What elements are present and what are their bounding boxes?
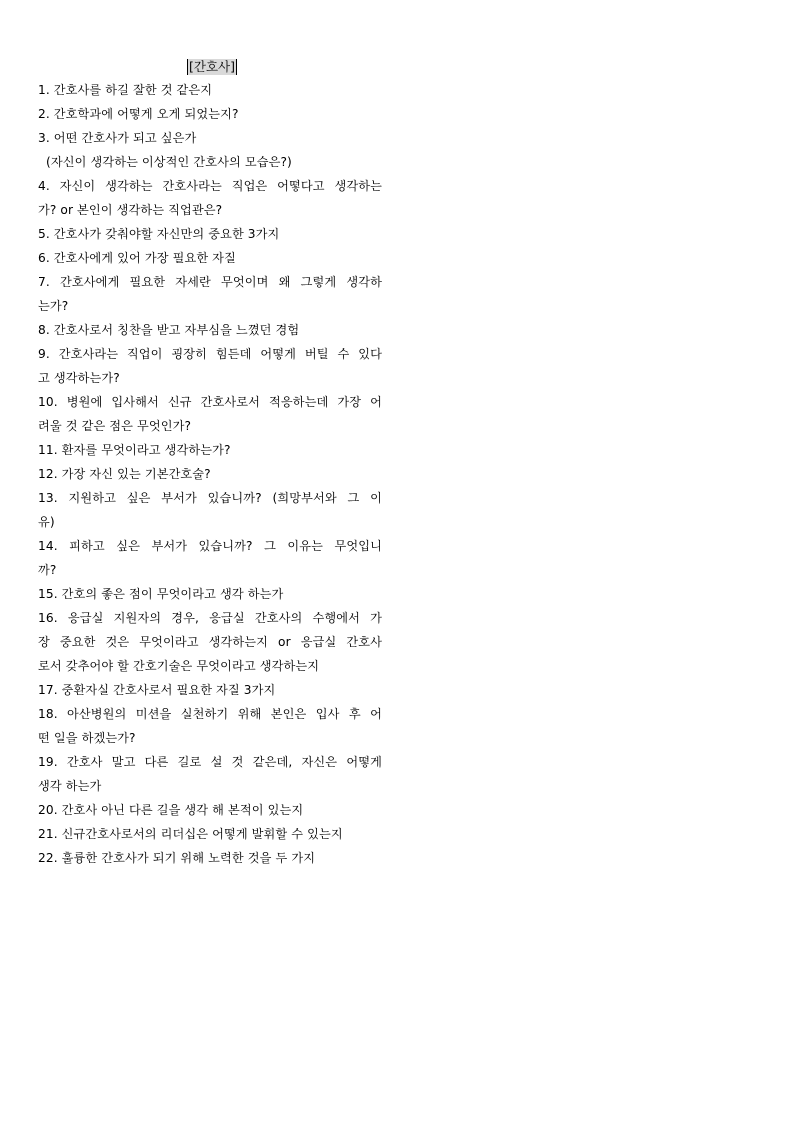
question-line: 7. 간호사에게 필요한 자세란 무엇이며 왜 그렇게 생각하 [38, 275, 382, 289]
question-item [38, 678, 382, 702]
question-item [38, 750, 382, 798]
question-item [38, 702, 382, 750]
question-item [38, 246, 382, 270]
question-line: 4. 자신이 생각하는 간호사라는 직업은 어떻다고 생각하는 [38, 179, 382, 193]
question-line: 14. 피하고 싶은 부서가 있습니까? 그 이유는 무엇입니 [38, 539, 382, 553]
question-item [38, 174, 382, 222]
question-line: 려울 것 같은 점은 무엇인가? [38, 419, 192, 433]
question-line: 12. 가장 자신 있는 기본간호술? [38, 467, 211, 481]
question-item [38, 126, 382, 150]
question-item [38, 438, 382, 462]
question-line: 21. 신규간호사로서의 리더십은 어떻게 발휘할 수 있는지 [38, 827, 343, 841]
question-line: 22. 훌륭한 간호사가 되기 위해 노력한 것을 두 가지 [38, 851, 316, 865]
question-line: 15. 간호의 좋은 점이 무엇이라고 생각 하는가 [38, 587, 284, 601]
question-line: 유) [38, 515, 55, 529]
question-line: 장 중요한 것은 무엇이라고 생각하는지 or 응급실 간호사 [38, 635, 382, 649]
question-item [38, 222, 382, 246]
question-line: 17. 중환자실 간호사로서 필요한 자질 3가지 [38, 683, 276, 697]
question-item [38, 462, 382, 486]
title-row [38, 54, 382, 78]
question-item [38, 342, 382, 390]
question-item [38, 486, 382, 534]
question-line: 5. 간호사가 갖춰야할 자신만의 중요한 3가지 [38, 227, 280, 241]
question-item [38, 318, 382, 342]
question-item [38, 606, 382, 678]
question-line: 로서 갖추어야 할 간호기술은 무엇이라고 생각하는지 [38, 659, 320, 673]
question-line: 생각 하는가 [38, 779, 102, 793]
question-line: 까? [38, 563, 57, 577]
document-body [38, 54, 382, 870]
question-line: (자신이 생각하는 이상적인 간호사의 모습은?) [46, 155, 292, 169]
question-line: 6. 간호사에게 있어 가장 필요한 자질 [38, 251, 236, 265]
question-item [38, 846, 382, 870]
question-line: 16. 응급실 지원자의 경우, 응급실 간호사의 수행에서 가 [38, 611, 382, 625]
question-line: 18. 아산병원의 미션을 실천하기 위해 본인은 입사 후 어 [38, 707, 382, 721]
question-line: 가? or 본인이 생각하는 직업관은? [38, 203, 223, 217]
question-line: 9. 간호사라는 직업이 굉장히 힘든데 어떻게 버틸 수 있다 [38, 347, 382, 361]
question-line: 13. 지원하고 싶은 부서가 있습니까? (희망부서와 그 이 [38, 491, 382, 505]
question-line: 11. 환자를 무엇이라고 생각하는가? [38, 443, 231, 457]
question-list [38, 78, 382, 870]
document-title: [간호사] [189, 59, 235, 74]
question-item [38, 822, 382, 846]
question-line: 3. 어떤 간호사가 되고 싶은가 [38, 131, 197, 145]
question-item [38, 270, 382, 318]
question-item [38, 798, 382, 822]
question-line: 20. 간호사 아닌 다른 길을 생각 해 본적이 있는지 [38, 803, 304, 817]
question-line: 19. 간호사 말고 다른 길로 설 것 같은데, 자신은 어떻게 [38, 755, 382, 769]
question-line: 1. 간호사를 하길 잘한 것 같은지 [38, 83, 213, 97]
question-line: 10. 병원에 입사해서 신규 간호사로서 적응하는데 가장 어 [38, 395, 382, 409]
question-item [38, 390, 382, 438]
question-line: 떤 일을 하겠는가? [38, 731, 136, 745]
question-item [38, 78, 382, 102]
question-line: 8. 간호사로서 칭찬을 받고 자부심을 느꼈던 경험 [38, 323, 300, 337]
question-item [38, 102, 382, 126]
question-item [38, 534, 382, 582]
question-item [38, 582, 382, 606]
question-line: 는가? [38, 299, 69, 313]
question-line: 고 생각하는가? [38, 371, 120, 385]
question-line: 2. 간호학과에 어떻게 오게 되었는지? [38, 107, 239, 121]
question-subtext [38, 150, 382, 174]
